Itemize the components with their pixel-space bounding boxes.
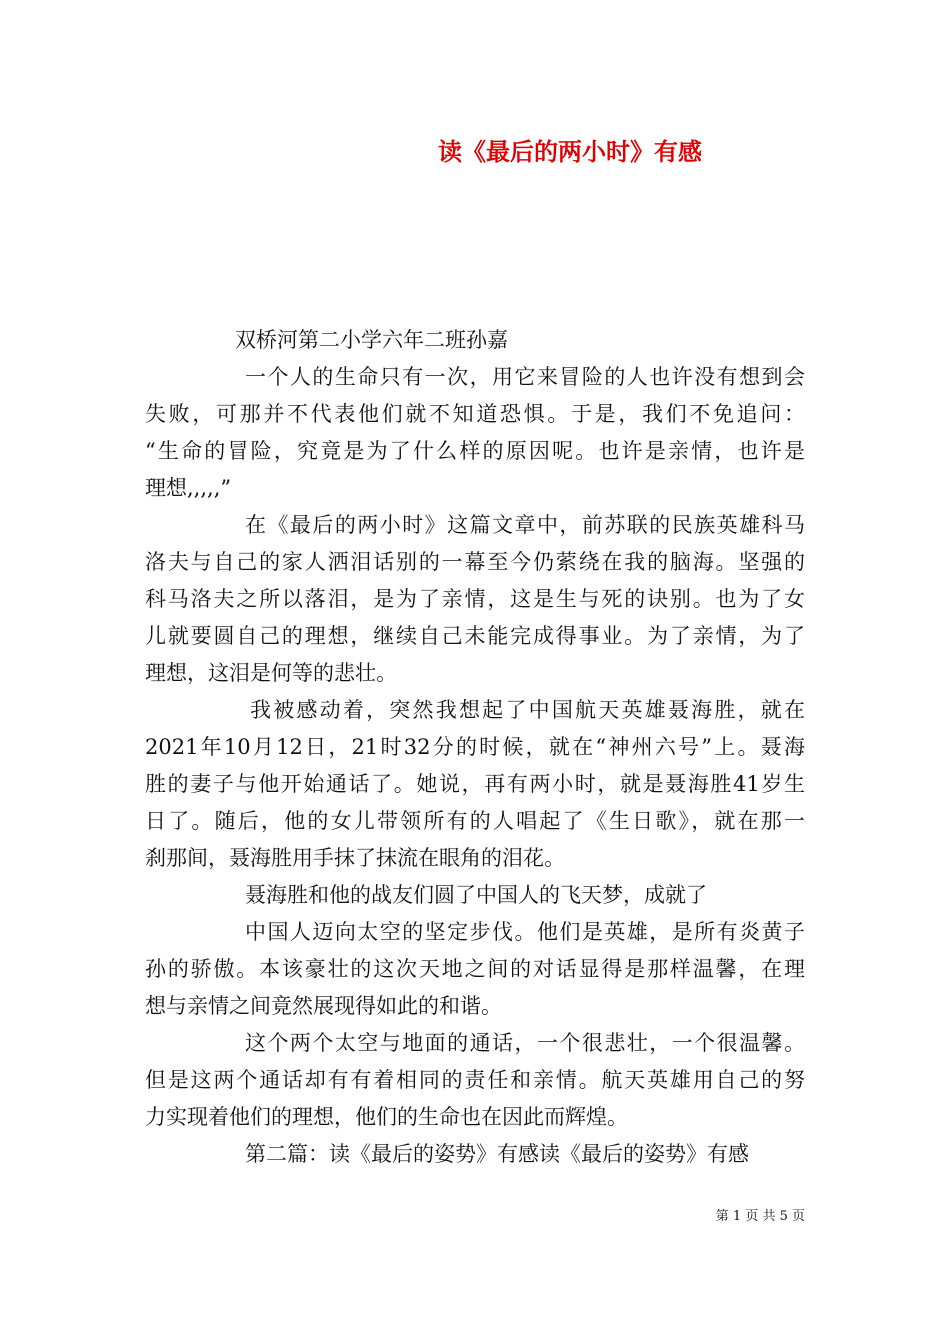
text-line: 第二篇：读《最后的姿势》有感读《最后的姿势》有感 xyxy=(245,1142,749,1166)
text-line: 我被感动着，突然我想起了中国航天英雄聂海胜，就在 xyxy=(250,698,805,722)
text-line: 这个两个太空与地面的通话，一个很悲壮，一个很温馨。 xyxy=(245,1031,805,1055)
text-line: 中国人迈向太空的坚定步伐。他们是英雄，是所有炎黄子 xyxy=(245,920,805,944)
text-line: 但是这两个通话却有有着相同的责任和亲情。航天英雄用自己的努 xyxy=(145,1068,805,1092)
text-line: 一个人的生命只有一次，用它来冒险的人也许没有想到会 xyxy=(245,365,805,389)
text-line: 儿就要圆自己的理想，继续自己未能完成得事业。为了亲情，为了 xyxy=(145,624,805,648)
text-line: 力实现着他们的理想，他们的生命也在因此而辉煌。 xyxy=(145,1105,628,1129)
text-line: 胜的妻子与他开始通话了。她说，再有两小时，就是聂海胜41岁生 xyxy=(145,772,805,796)
text-line: 孙的骄傲。本该豪壮的这次天地之间的对话显得是那样温馨，在理 xyxy=(145,957,805,981)
text-line: 理想，这泪是何等的悲壮。 xyxy=(145,661,397,685)
text-line: 在《最后的两小时》这篇文章中，前苏联的民族英雄科马 xyxy=(245,513,805,537)
text-line: 洛夫与自己的家人洒泪话别的一幕至今仍萦绕在我的脑海。坚强的 xyxy=(145,550,805,574)
page-number: 第 1 页 共 5 页 xyxy=(715,1209,805,1224)
text-line: 日了。随后，他的女儿带领所有的人唱起了《生日歌》，就在那一 xyxy=(145,809,805,833)
author-line: 双桥河第二小学六年二班孙嘉 xyxy=(235,328,508,352)
text-line: 想与亲情之间竟然展现得如此的和谐。 xyxy=(145,994,502,1018)
text-line: 失败，可那并不代表他们就不知道恐惧。于是，我们不免追问： xyxy=(145,402,805,426)
text-line: 理想,,,,,” xyxy=(145,476,232,500)
text-line: 聂海胜和他的战友们圆了中国人的飞天梦，成就了 xyxy=(245,883,707,907)
text-line: 2021年10月12日，21时32分的时候，就在“神州六号”上。聂海 xyxy=(145,735,805,759)
text-line: 科马洛夫之所以落泪，是为了亲情，这是生与死的诀别。也为了女 xyxy=(145,587,805,611)
document-title: 读《最后的两小时》有感 xyxy=(438,138,702,166)
text-line: “生命的冒险，究竟是为了什么样的原因呢。也许是亲情，也许是 xyxy=(145,439,805,463)
text-line: 刹那间，聂海胜用手抹了抹流在眼角的泪花。 xyxy=(145,846,565,870)
